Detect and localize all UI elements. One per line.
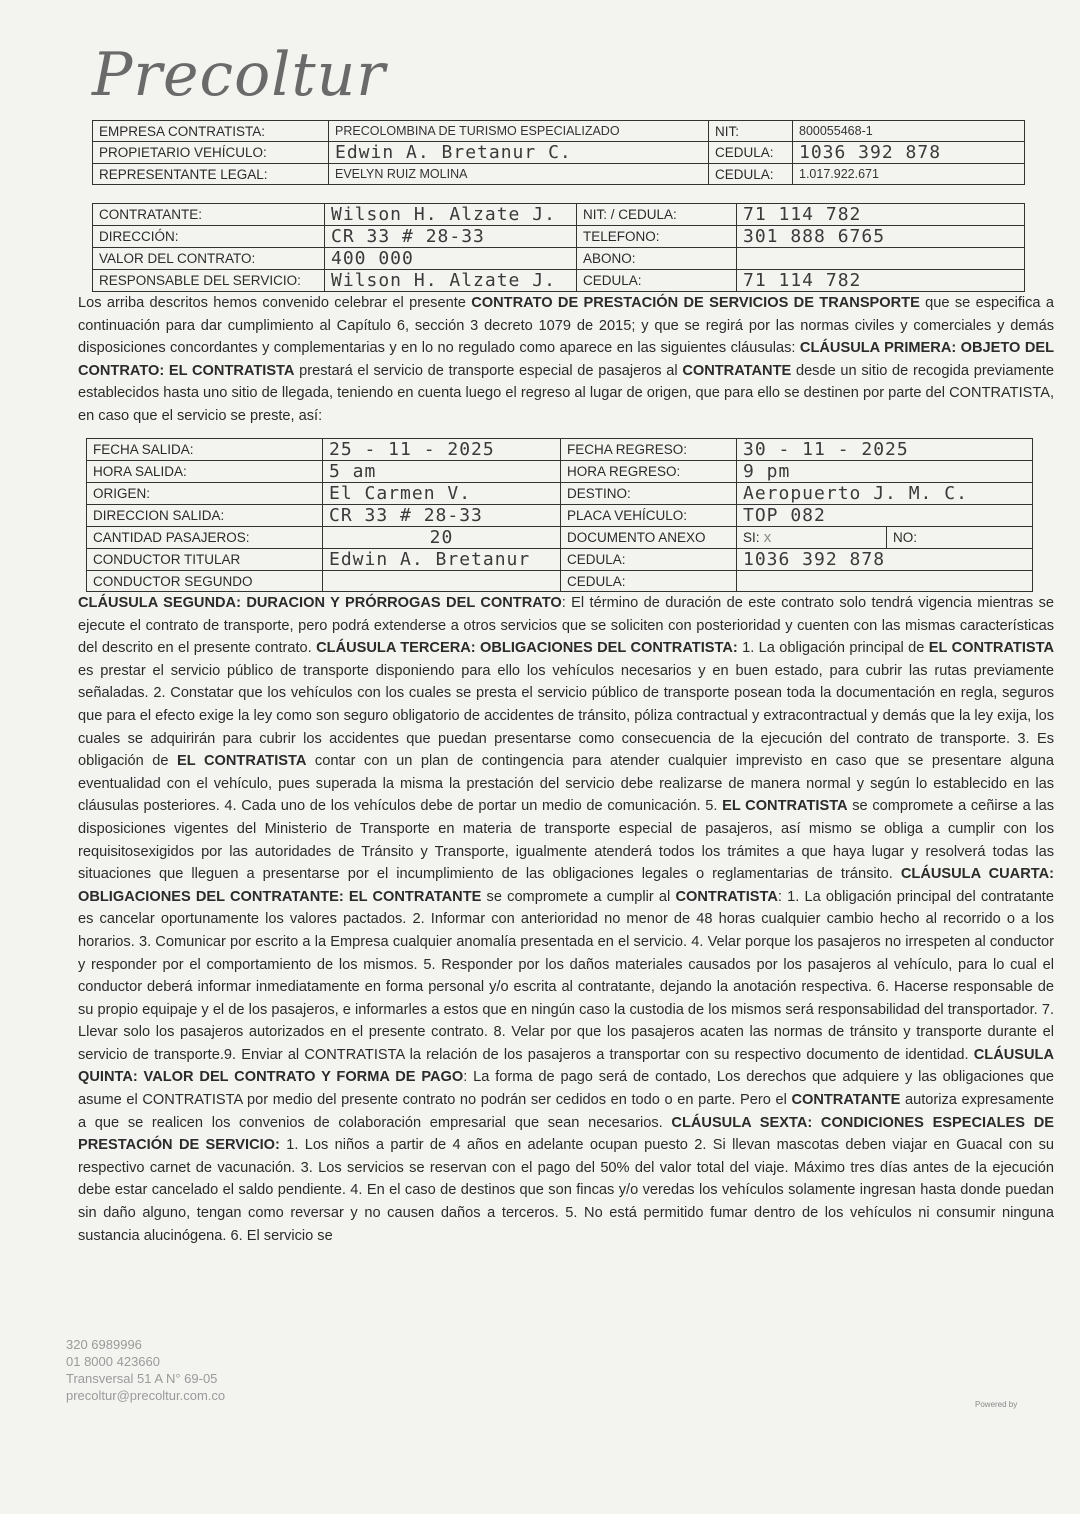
- abono-value: [737, 248, 1025, 270]
- si-mark: x: [763, 529, 773, 546]
- responsable-cedula-label: CEDULA:: [577, 270, 737, 292]
- conductor-titular-value: Edwin A. Bretanur: [323, 549, 561, 571]
- valor-label: VALOR DEL CONTRATO:: [93, 248, 325, 270]
- propietario-value: Edwin A. Bretanur C.: [329, 142, 709, 164]
- telefono-value: 301 888 6765: [737, 226, 1025, 248]
- conductor-titular-label: CONDUCTOR TITULAR: [87, 549, 323, 571]
- responsable-label: RESPONSABLE DEL SERVICIO:: [93, 270, 325, 292]
- fecha-regreso-label: FECHA REGRESO:: [561, 439, 737, 461]
- responsable-value: Wilson H. Alzate J.: [325, 270, 577, 292]
- footer-address: Transversal 51 A N° 69-05: [66, 1371, 218, 1386]
- footer-phone-2: 01 8000 423660: [66, 1354, 160, 1369]
- representante-label: REPRESENTANTE LEGAL:: [93, 164, 329, 185]
- fecha-salida-value: 25 - 11 - 2025: [323, 439, 561, 461]
- conductor-titular-cedula-value: 1036 392 878: [737, 549, 1033, 571]
- hora-salida-value: 5 am: [323, 461, 561, 483]
- conductor-titular-cedula-label: CEDULA:: [561, 549, 737, 571]
- origen-value: El Carmen V.: [323, 483, 561, 505]
- footer-email: precoltur@precoltur.com.co: [66, 1388, 226, 1403]
- contratante-value: Wilson H. Alzate J.: [325, 204, 577, 226]
- empresa-label: EMPRESA CONTRATISTA:: [93, 121, 329, 142]
- direccion-label: DIRECCIÓN:: [93, 226, 325, 248]
- destino-value: Aeropuerto J. M. C.: [737, 483, 1033, 505]
- contratante-label: CONTRATANTE:: [93, 204, 325, 226]
- origen-label: ORIGEN:: [87, 483, 323, 505]
- hora-regreso-value: 9 pm: [737, 461, 1033, 483]
- contratante-table: [92, 203, 1025, 292]
- propietario-cedula-value: 1036 392 878: [793, 142, 1025, 164]
- representante-cedula-label: CEDULA:: [709, 164, 793, 185]
- direccion-salida-value: CR 33 # 28-33: [323, 505, 561, 527]
- conductor-segundo-cedula-label: CEDULA:: [561, 571, 737, 592]
- direccion-salida-label: DIRECCION SALIDA:: [87, 505, 323, 527]
- nit-cedula-label: NIT: / CEDULA:: [577, 204, 737, 226]
- propietario-label: PROPIETARIO VEHÍCULO:: [93, 142, 329, 164]
- conductor-segundo-cedula-value: [737, 571, 1033, 592]
- hora-regreso-label: HORA REGRESO:: [561, 461, 737, 483]
- placa-value: TOP 082: [737, 505, 1033, 527]
- company-table: [92, 120, 1025, 185]
- no-label: NO:: [887, 527, 1033, 549]
- clauses-paragraph: CLÁUSULA SEGUNDA: DURACION Y PRÓRROGAS DEL CONTRATO: El término de duración de este contrato solo tendrá vigencia mientras se ejecute el contrato de transporte, pero podrá extenderse a otros servicios que se soliciten con posterioridad y cuenten con las mismas características del descrito en el presente contrato. CLÁUSULA TERCERA: OBLIGACIONES DEL CONTRATISTA: 1. La obligación principal de EL CONTRATISTA es prestar el servicio público de transporte disponiendo para ello los vehículos necesarios y en buen estado, para cubrir las rutas previamente señaladas. 2. Constatar que los vehículos con los cuales se presta el servicio público de transporte posean toda la documentación en regla, seguros que para el efecto exige la ley como son seguro obligatorio de accidentes de tránsito, póliza contractual y extracontractual y demás que la ley exija, los cuales se adquirirán para cubrir los accidentes que puedan presentarse como consecuencia de la ejecución del contrato de transporte. 3. Es obligación de EL CONTRATISTA contar con un plan de contingencia para atender cualquier imprevisto en caso que se presentare alguna eventualidad con el vehículo, pues superada la misma la prestación del servicio debe realizarse de manera normal y según lo establecido en las cláusulas posteriores. 4. Cada uno de los vehículos debe de portar un medio de comunicación. 5. EL CONTRATISTA se compromete a ceñirse a las disposiciones vigentes del Ministerio de Transporte en materia de transporte especial de pasajeros, así mismo se obliga a cumplir con los requisitosexigidos por las autoridades de Tránsito y Transporte, igualmente atenderá todos los trámites a que haya lugar y resolverá todas las situaciones que lleguen a presentarse por el incumplimiento de las obligaciones legales o reglamentarias de tránsito. CLÁUSULA CUARTA: OBLIGACIONES DEL CONTRATANTE: EL CONTRATANTE se compromete a cumplir al CONTRATISTA: 1. La obligación principal del contratante es cancelar oportunamente los valores pactados. 2. Informar con anterioridad no menor de 48 horas cualquier cambio hecho al recorrido o a los horarios. 3. Comunicar por escrito a la Empresa cualquier anomalía presentada en el servicio. 4. Velar porque los pasajeros no irrespeten al conductor y responder por el comportamiento de los mismos. 5. Responder por los daños materiales causados por los pasajeros al vehículo, para lo cual el conductor deberá informar inmediatamente en forma personal y/o escrita al contratante, dejando la anotación respectiva. 6. Hacerse responsable de su propio equipaje y el de los pasajeros, e informarles a estos que en ningún caso la custodia de los mismos será responsabilidad del transportador. 7. Llevar solo los pasajeros autorizados en el presente contrato. 8. Velar por que los pasajeros acaten las normas de tránsito y transporte durante el servicio de transporte.9. Enviar al CONTRATISTA la relación de los pasajeros a transportar con su respectivo documento de identidad. CLÁUSULA QUINTA: VALOR DEL CONTRATO Y FORMA DE PAGO: La forma de pago será de contado, Los derechos que adquiere y las obligaciones que asume el CONTRATISTA por medio del presente contrato no podrán ser cedidos en todo o en parte. Pero el CONTRATANTE autoriza expresamente a que se realicen los convenios de colaboración empresarial que sean necesarios. CLÁUSULA SEXTA: CONDICIONES ESPECIALES DE PRESTACIÓN DE SERVICIO: 1. Los niños a partir de 4 años en adelante ocupan puesto 2. Si llevan mascotas deben viajar en Guacal con su respectivo carnet de vacunación. 3. Los servicios se reservan con el pago del 50% del valor total del viaje. Máximo tres días antes de la ejecución debe estar cancelado el saldo pendiente. 4. En el caso de destinos que son fincas y/o veredas los vehículos solamente ingresan hasta donde puedan sin daño alguno, tengan como reversar y no causen daños a terceros. 5. No está permitido fumar dentro de los vehículos ni consumir ninguna sustancia alucinógena. 6. El servicio se: [78, 595, 1055, 1244]
- hora-salida-label: HORA SALIDA:: [87, 461, 323, 483]
- empresa-value: PRECOLOMBINA DE TURISMO ESPECIALIZADO: [329, 121, 709, 142]
- footer-phone-1: 320 6989996: [66, 1337, 142, 1352]
- nit-label: NIT:: [709, 121, 793, 142]
- abono-label: ABONO:: [577, 248, 737, 270]
- documento-anexo-label: DOCUMENTO ANEXO: [561, 527, 737, 549]
- cantidad-pasajeros-value: 20: [323, 527, 561, 549]
- direccion-value: CR 33 # 28-33: [325, 226, 577, 248]
- valor-value: 400 000: [325, 248, 577, 270]
- viaje-table: [86, 438, 1033, 592]
- telefono-label: TELEFONO:: [577, 226, 737, 248]
- si-label: SI:: [743, 529, 760, 545]
- representante-value: EVELYN RUIZ MOLINA: [329, 164, 709, 185]
- propietario-cedula-label: CEDULA:: [709, 142, 793, 164]
- destino-label: DESTINO:: [561, 483, 737, 505]
- nit-value: 800055468-1: [793, 121, 1025, 142]
- representante-cedula-value: 1.017.922.671: [793, 164, 1025, 185]
- conductor-segundo-value: [323, 571, 561, 592]
- nit-cedula-value: 71 114 782: [737, 204, 1025, 226]
- placa-label: PLACA VEHÍCULO:: [561, 505, 737, 527]
- powered-by-text: Powered by: [975, 1400, 1018, 1409]
- fecha-salida-label: FECHA SALIDA:: [87, 439, 323, 461]
- contact-footer: [66, 1336, 225, 1404]
- company-logo: Precoltur: [92, 40, 386, 110]
- conductor-segundo-label: CONDUCTOR SEGUNDO: [87, 571, 323, 592]
- fecha-regreso-value: 30 - 11 - 2025: [737, 439, 1033, 461]
- cantidad-pasajeros-label: CANTIDAD PASAJEROS:: [87, 527, 323, 549]
- documento-si: [737, 527, 887, 549]
- intro-paragraph: Los arriba descritos hemos convenido celebrar el presente CONTRATO DE PRESTACIÓN DE SERVICIOS DE TRANSPORTE que se especifica a continuación para dar cumplimiento al Capítulo 6, sección 3 decreto 1079 de 2015; y que se regirá por las normas civiles y comerciales y demás disposiciones concordantes y complementarias y en lo no regulado como aparece en las siguientes cláusulas: CLÁUSULA PRIMERA: OBJETO DEL CONTRATO: EL CONTRATISTA prestará el servicio de transporte especial de pasajeros al CONTRATANTE desde un sitio de recogida previamente establecidos hasta uno sitio de llegada, teniendo en cuenta luego el regreso al lugar de origen, que para ello se destinen por parte del CONTRATISTA, en caso que el servicio se preste, así:: [78, 295, 1055, 424]
- responsable-cedula-value: 71 114 782: [737, 270, 1025, 292]
